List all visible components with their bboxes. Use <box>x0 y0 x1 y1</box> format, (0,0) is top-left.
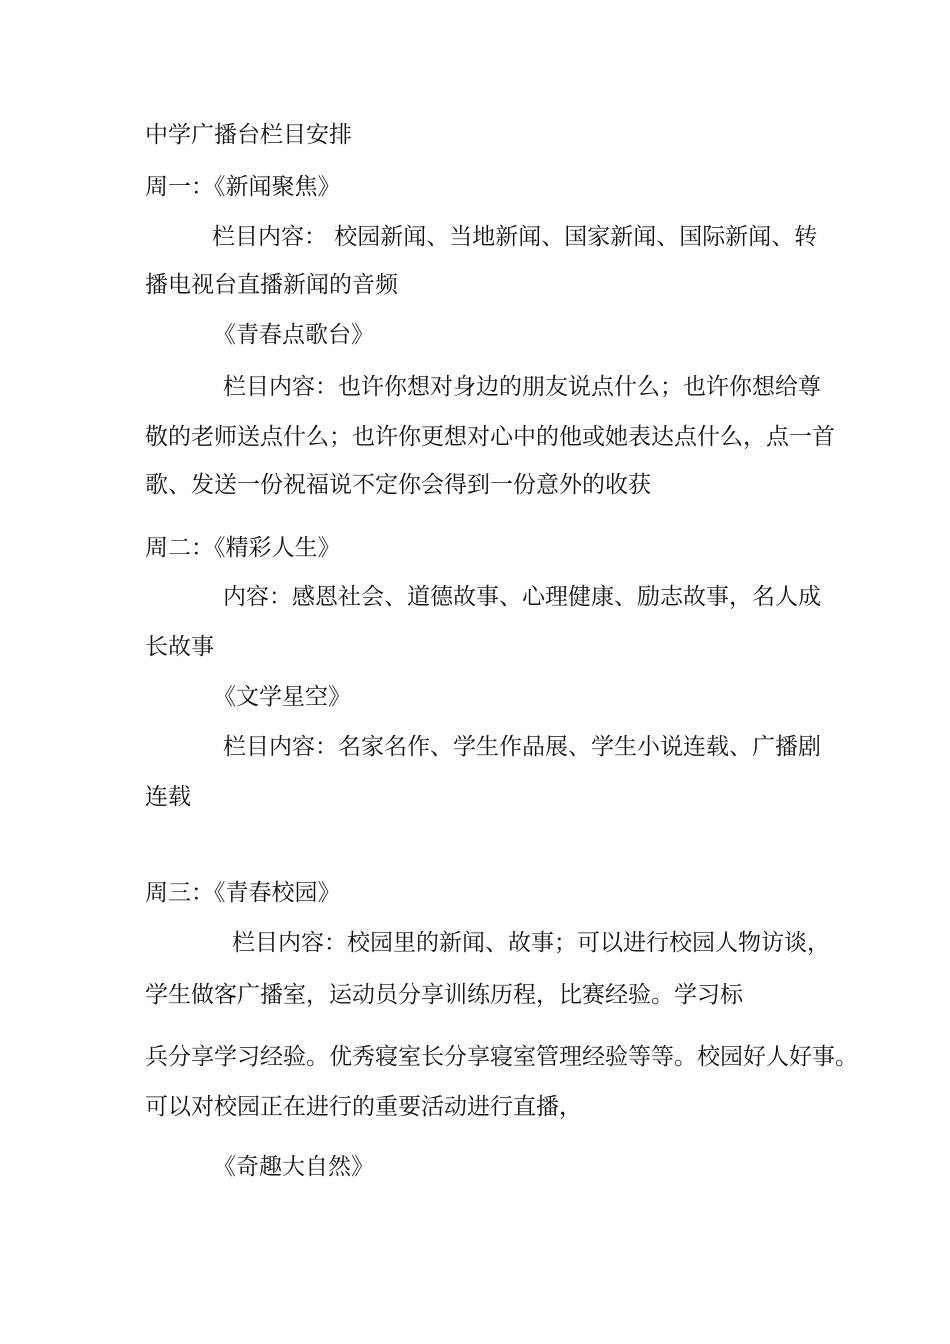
youth-song-title: 《青春点歌台》 <box>213 322 374 348</box>
literary-sky-title: 《文学星空》 <box>213 684 351 710</box>
youth-song-content-line-1: 栏目内容：也许你想对身边的朋友说点什么；也许你想给尊 <box>223 374 821 400</box>
wonderful-life-content-line-2: 长故事 <box>145 634 214 660</box>
wednesday-heading: 周三：《青春校园》 <box>145 880 341 906</box>
literary-sky-content-line-1: 栏目内容：名家名作、学生作品展、学生小说连载、广播剧 <box>223 734 821 760</box>
wonderful-life-content-line-1: 内容：感恩社会、道德故事、心理健康、励志故事，名人成 <box>223 584 821 610</box>
news-focus-content-line-2: 播电视台直播新闻的音频 <box>145 272 398 298</box>
tuesday-heading: 周二：《精彩人生》 <box>145 535 341 561</box>
youth-song-content-line-3: 歌、发送一份祝福说不定你会得到一份意外的收获 <box>145 472 651 498</box>
document-title: 中学广播台栏目安排 <box>145 122 352 148</box>
youth-campus-content-line-2: 学生做客广播室，运动员分享训练历程，比赛经验。学习标 <box>145 982 743 1008</box>
youth-campus-content-line-4: 可以对校园正在进行的重要活动进行直播， <box>145 1094 582 1120</box>
youth-campus-content-line-3: 兵分享学习经验。优秀寝室长分享寝室管理经验等等。校园好人好事。 <box>145 1044 858 1070</box>
amazing-nature-title: 《奇趣大自然》 <box>213 1154 374 1180</box>
monday-heading: 周一：《新闻聚焦》 <box>145 174 341 200</box>
youth-campus-content-line-1: 栏目内容：校园里的新闻、故事；可以进行校园人物访谈， <box>232 930 830 956</box>
news-focus-content-line-1: 栏目内容： 校园新闻、当地新闻、国家新闻、国际新闻、转 <box>212 224 818 250</box>
literary-sky-content-line-2: 连载 <box>145 784 191 810</box>
youth-song-content-line-2: 敬的老师送点什么；也许你更想对心中的他或她表达点什么，点一首 <box>145 424 835 450</box>
